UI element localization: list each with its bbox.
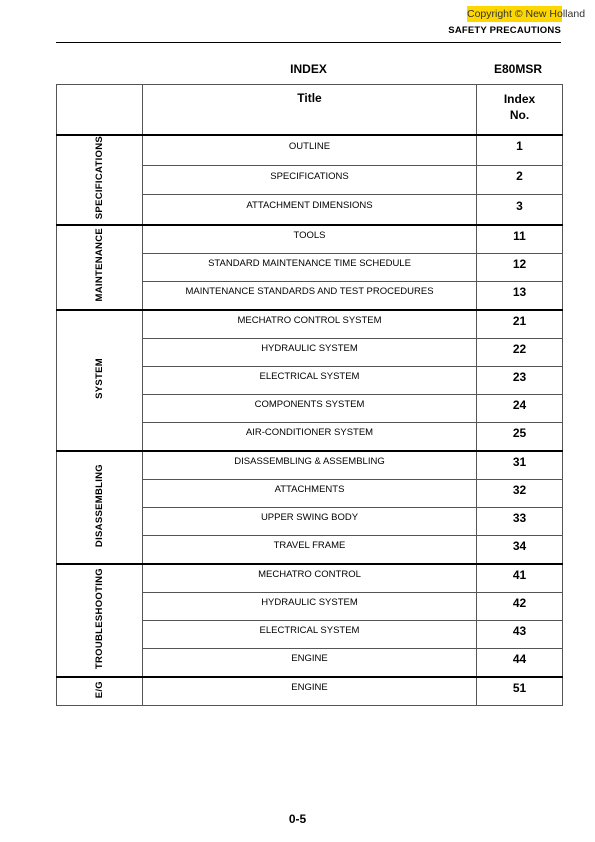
category-label: SYSTEM — [94, 357, 105, 399]
category-label: MAINTENANCE — [94, 228, 105, 302]
table-row — [57, 564, 563, 593]
index-no-header — [477, 85, 563, 136]
row-title-cell — [143, 451, 477, 480]
table-header-row — [57, 85, 563, 136]
row-title: ATTACHMENT DIMENSIONS — [246, 200, 373, 212]
row-index-cell — [477, 423, 563, 452]
category-label: E/G — [94, 680, 105, 698]
category-label: SPECIFICATIONS — [94, 136, 105, 220]
row-title-cell — [143, 395, 477, 423]
row-index-cell — [477, 677, 563, 706]
row-title: STANDARD MAINTENANCE TIME SCHEDULE — [208, 258, 411, 270]
row-index-cell — [477, 367, 563, 395]
row-title-cell — [143, 593, 477, 621]
row-index-cell — [477, 564, 563, 593]
category-cell — [57, 451, 143, 564]
row-title: ENGINE — [291, 653, 328, 665]
row-title-cell — [143, 649, 477, 678]
row-index-number: 13 — [512, 284, 527, 299]
row-index-number: 42 — [512, 595, 527, 610]
row-title-cell — [143, 564, 477, 593]
row-index-cell — [477, 395, 563, 423]
row-index-cell — [477, 254, 563, 282]
row-index-number: 44 — [512, 651, 527, 666]
model-name: E80MSR — [493, 62, 543, 76]
row-title-cell — [143, 135, 477, 165]
header-rule — [56, 42, 561, 43]
row-index-number: 22 — [512, 341, 527, 356]
row-index-cell — [477, 282, 563, 311]
row-title: HYDRAULIC SYSTEM — [261, 343, 358, 355]
section-title: SAFETY PRECAUTIONS — [448, 25, 561, 36]
row-index-cell — [477, 649, 563, 678]
row-index-cell — [477, 225, 563, 254]
table-row — [57, 135, 563, 165]
row-index-number: 51 — [512, 680, 527, 695]
page-number: 0-5 — [288, 812, 307, 826]
row-title: MECHATRO CONTROL — [258, 569, 361, 581]
copyright-badge: Copyright © New Holland — [467, 8, 586, 20]
row-title: COMPONENTS SYSTEM — [254, 399, 365, 411]
row-title: AIR-CONDITIONER SYSTEM — [245, 427, 374, 439]
row-title-cell — [143, 254, 477, 282]
row-index-cell — [477, 195, 563, 225]
row-index-number: 2 — [516, 169, 523, 184]
row-title: TOOLS — [293, 230, 326, 242]
title-header: Title — [143, 85, 477, 136]
row-title: ATTACHMENTS — [274, 484, 345, 496]
row-index-cell — [477, 621, 563, 649]
row-index-cell — [477, 339, 563, 367]
category-cell — [57, 310, 143, 451]
row-index-number: 21 — [512, 313, 527, 328]
row-index-cell — [477, 536, 563, 565]
category-cell — [57, 677, 143, 706]
row-index-number: 31 — [512, 454, 527, 469]
row-title: DISASSEMBLING & ASSEMBLING — [234, 456, 385, 468]
row-title-cell — [143, 310, 477, 339]
row-index-number: 32 — [512, 482, 527, 497]
row-title-cell — [143, 195, 477, 225]
category-cell — [57, 564, 143, 677]
row-index-number: 25 — [512, 425, 527, 440]
row-index-number: 23 — [512, 369, 527, 384]
row-title: OUTLINE — [288, 140, 331, 152]
row-index-number: 11 — [513, 228, 526, 243]
row-title-cell — [143, 508, 477, 536]
row-index-cell — [477, 480, 563, 508]
table-row — [57, 225, 563, 254]
row-title: TRAVEL FRAME — [273, 540, 346, 552]
index-table — [56, 84, 563, 706]
row-index-cell — [477, 593, 563, 621]
row-title-cell — [143, 536, 477, 565]
row-title: ENGINE — [291, 682, 328, 694]
row-title: HYDRAULIC SYSTEM — [261, 597, 358, 609]
row-index-number: 24 — [512, 397, 527, 412]
row-index-number: 1 — [516, 139, 523, 154]
index-header-line1: Index — [503, 92, 536, 106]
row-title: UPPER SWING BODY — [260, 512, 359, 524]
row-title-cell — [143, 282, 477, 311]
row-index-cell — [477, 508, 563, 536]
row-title-cell — [143, 339, 477, 367]
row-index-cell — [477, 135, 563, 165]
row-index-number: 34 — [512, 538, 527, 553]
category-label: DISASSEMBLING — [94, 463, 105, 547]
row-index-cell — [477, 451, 563, 480]
row-title-cell — [143, 225, 477, 254]
category-cell — [57, 135, 143, 225]
row-title-cell — [143, 480, 477, 508]
row-title-cell — [143, 621, 477, 649]
row-index-number: 12 — [512, 256, 527, 271]
category-header-cell — [57, 85, 143, 136]
row-title: MECHATRO CONTROL SYSTEM — [237, 315, 382, 327]
index-header-line2: No. — [509, 108, 530, 122]
row-title: SPECIFICATIONS — [270, 170, 349, 182]
category-label: TROUBLESHOOTING — [94, 567, 105, 669]
row-title-cell — [143, 423, 477, 452]
row-index-number: 43 — [512, 623, 527, 638]
table-row — [57, 310, 563, 339]
table-row — [57, 677, 563, 706]
row-title: ELECTRICAL SYSTEM — [259, 371, 360, 383]
row-title: ELECTRICAL SYSTEM — [259, 625, 360, 637]
row-index-cell — [477, 310, 563, 339]
row-index-cell — [477, 165, 563, 195]
row-title-cell — [143, 367, 477, 395]
table-row — [57, 451, 563, 480]
row-title-cell — [143, 165, 477, 195]
index-title: INDEX — [290, 62, 327, 76]
row-title-cell — [143, 677, 477, 706]
row-title: MAINTENANCE STANDARDS AND TEST PROCEDURES — [185, 286, 434, 298]
category-cell — [57, 225, 143, 310]
row-index-number: 33 — [512, 510, 527, 525]
row-index-number: 41 — [512, 567, 527, 582]
row-index-number: 3 — [516, 198, 523, 213]
